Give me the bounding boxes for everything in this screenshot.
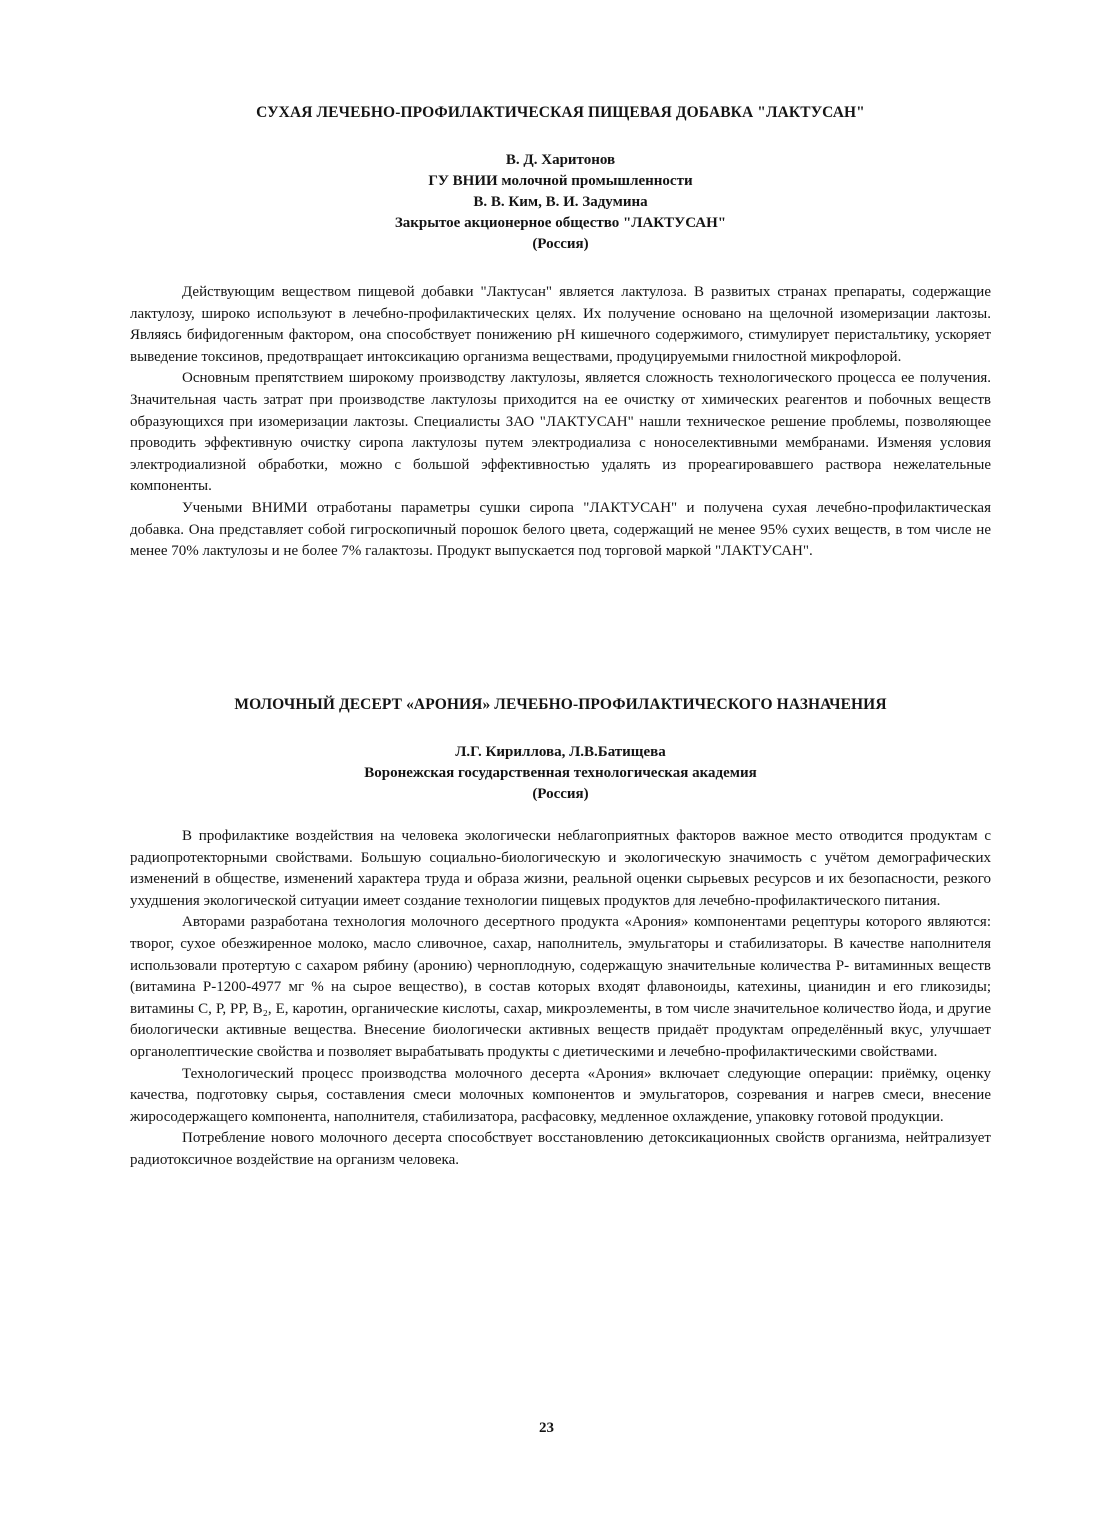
article1-authors [130, 150, 991, 255]
article1-paragraph: Учеными ВНИМИ отработаны параметры сушки сиропа "ЛАКТУСАН" и получена сухая лечебно-профилактическая добавка. Она представляет собой гигроскопичный порошок белого цвета, содержащий не менее 95% сухих веществ, в том числе не менее 70% лактулозы и не более 7% галактозы. Продукт выпускается под торговой маркой "ЛАКТУСАН". [130, 499, 991, 560]
article1-body [130, 282, 991, 563]
article2-country: (Россия) [532, 786, 589, 802]
article1-paragraph: Действующим веществом пищевой добавки "Лактусан" является лактулоза. В развитых странах препараты, содержащие лактулозу, широко используют в лечебно-профилактических целях. Их получение основано на щелочной изомеризации лактозы. Являясь бифидогенным фактором, она способствует понижению рН кишечного содержимого, стимулирует перистальтику, ускоряет выведение токсинов, предотвращает интоксикацию организма веществами, продуцируемыми гнилостной микрофлорой. [130, 284, 991, 365]
article1-country: (Россия) [532, 236, 589, 252]
article1-title: СУХАЯ ЛЕЧЕБНО-ПРОФИЛАКТИЧЕСКАЯ ПИЩЕВАЯ ДОБАВКА "ЛАКТУСАН" [256, 104, 865, 121]
article2-paragraph: В профилактике воздействия на человека экологически неблагоприятных факторов важное место отводится продуктам с радиопротекторными свойствами. Большую социально-биологическую и экологическую значимость с учётом демографических изменений в обществе, изменений характера труда и образа жизни, реальной оценки сырьевых ресурсов и их безопасности, резкого ухудшения экологической ситуации имеет создание технологии пищевых продуктов для лечебно-профилактического питания. [130, 828, 991, 909]
page-number: 23 [539, 1420, 554, 1436]
article1-author-line: В. В. Ким, В. И. Задумина [473, 194, 648, 210]
article2-author-line: Л.Г. Кириллова, Л.В.Батищева [455, 744, 666, 760]
article1-affiliation: ГУ ВНИИ молочной промышленности [428, 173, 693, 189]
article1-affiliation: Закрытое акционерное общество "ЛАКТУСАН" [394, 215, 727, 231]
article1-paragraph: Основным препятствием широкому производству лактулозы, является сложность технологического процесса ее получения. Значительная часть затрат при производстве лактулозы приходится на ее очистку от химических реагентов и побочных веществ образующихся при изомеризации лактозы. Специалисты ЗАО "ЛАКТУСАН" нашли техническое решение проблемы, позволяющее проводить эффективную очистку сиропа лактулозы путем электродиализа с ноноселективными мембранами. Изменяя условия электродиализной обработки, можно с большой эффективностью удалять из прореагировавшего раствора нежелательные компоненты. [130, 370, 991, 495]
article2-paragraph: Технологический процесс производства молочного десерта «Арония» включает следующие операции: приёмку, оценку качества, подготовку сырья, составления смеси молочных компонентов и эмульгаторов, созревания и нагрев смеси, внесение жиросодержащего компонента, наполнителя, стабилизатора, расфасовку, медленное охлаждение, упаковку готовой продукции. [130, 1065, 991, 1125]
article2-body [130, 826, 991, 1172]
article2-title: МОЛОЧНЫЙ ДЕСЕРТ «АРОНИЯ» ЛЕЧЕБНО-ПРОФИЛАКТИЧЕСКОГО НАЗНАЧЕНИЯ [234, 696, 887, 713]
article2-paragraph: Авторами разработана технология молочного десертного продукта «Арония» компонентами рецептуры которого являются: творог, сухое обезжиренное молоко, масло сливочное, сахар, наполнитель, эмульгаторы и стабилизаторы. В качестве наполнителя использовали протертую с сахаром рябину (аронию) черноплодную, содержащую значительные количества Р- витаминных веществ (витамина Р-1200-4977 мг % на сырое вещество), в состав которых входят флавоноиды, катехины, цианидин и его гликозиды; витамины С, Р, РР, В₂, Е, каротин, органические кислоты, сахар, микроэлементы, в том числе значительное количество йода, и другие биологически активные вещества. Внесение биологически активных веществ придаёт продуктам определённый вкус, улучшает органолептические свойства и позволяет вырабатывать продукты с диетическими и лечебно-профилактическими свойствами. [130, 914, 991, 1060]
article1-author-line: В. Д. Харитонов [505, 152, 616, 168]
article2-affiliation: Воронежская государственная технологическая академия [364, 765, 757, 781]
article2-paragraph: Потребление нового молочного десерта способствует восстановлению детоксикационных свойств организма, нейтрализует радиотоксичное воздействие на организм человека. [130, 1130, 991, 1168]
article2-authors [130, 742, 991, 805]
